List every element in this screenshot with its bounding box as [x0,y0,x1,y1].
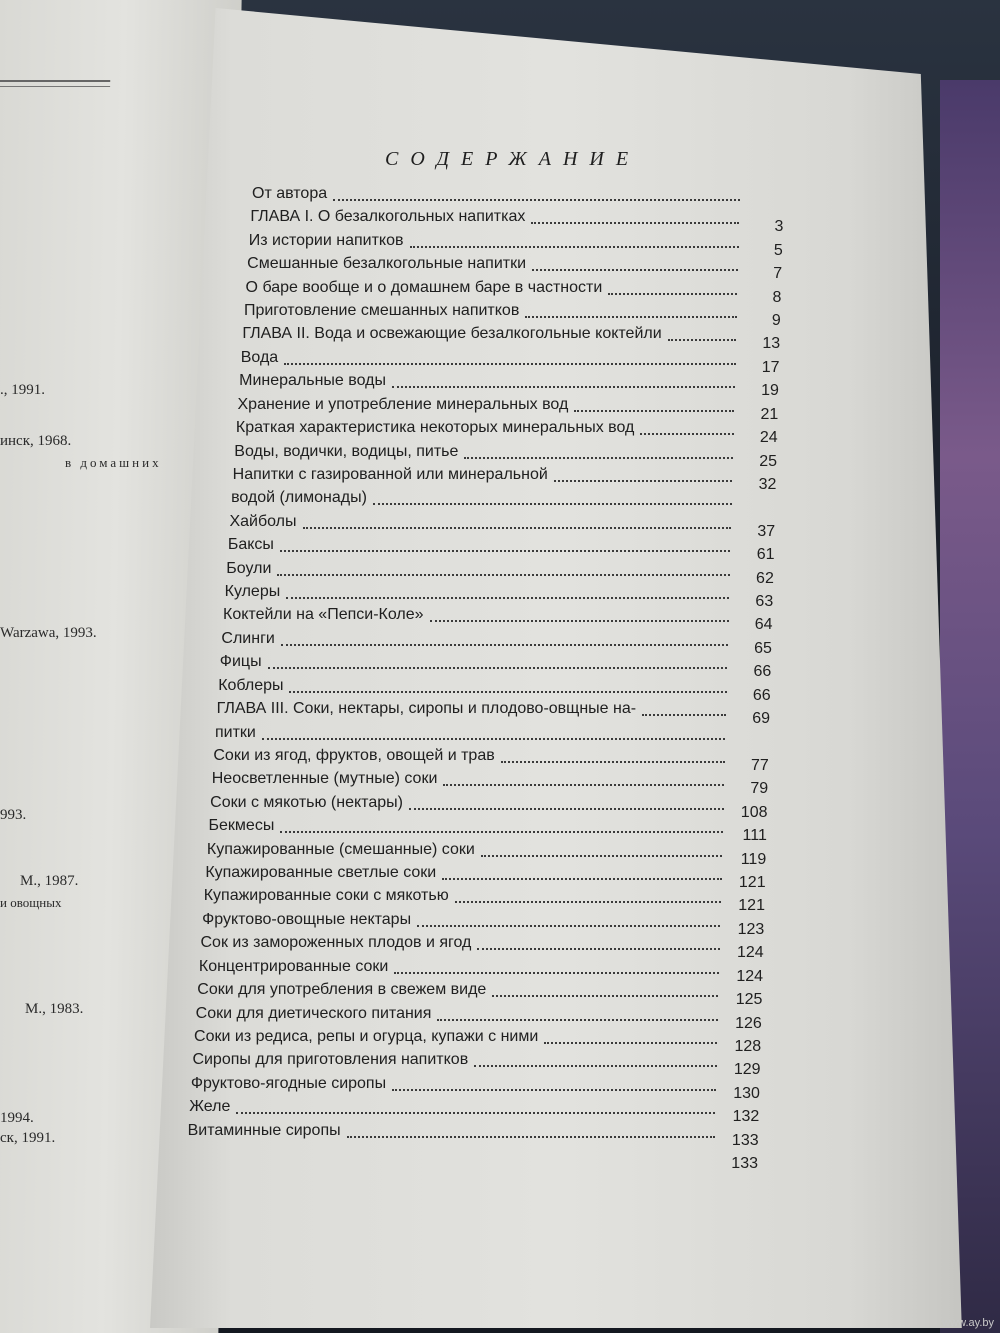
toc-page-number: 32 [758,475,777,493]
toc-entry-title: Соки из ягод, фруктов, овощей и трав [213,746,495,764]
toc-dot-leader [277,574,729,576]
toc-entry-title: ГЛАВА III. Соки, нектары, сиропы и плодово-овщные на- [216,700,637,718]
toc-entry-title: Фицы [219,653,262,671]
toc-entry [220,653,262,671]
toc-entry-title: Желе [189,1098,231,1116]
toc-entry-title: Соки из редиса, репы и огурца, купажи с ними [194,1027,539,1045]
toc-dot-leader [280,831,723,833]
toc-page-number: 119 [740,850,767,868]
toc-entry-title: Бекмесы [208,817,275,835]
toc-page-number: 17 [761,358,780,376]
toc-entry-title: Боули [226,559,272,577]
toc-entry [213,747,494,765]
toc-entry-title: Сок из замороженных плодов и ягод [200,934,472,952]
toc-page-number: 69 [752,710,771,728]
toc-entry-title: О баре вообще и о домашнем баре в частности [245,278,603,296]
left-page-fragment: и овощных [0,895,62,910]
toc-entry-title: Воды, водички, водицы, питье [234,442,459,460]
toc-page-number: 13 [762,335,781,353]
toc-page-number: 37 [757,522,776,540]
page-title: СОДЕРЖАНИЕ [385,148,641,170]
toc-page-number: 77 [750,756,769,774]
toc-dot-leader [268,667,728,669]
toc-page-number: 64 [754,616,773,634]
toc-entry [249,232,404,250]
toc-page-number: 5 [773,241,783,259]
toc-entry [228,536,274,554]
toc-entry [210,794,403,812]
left-page-fragment: М., 1983. [25,1001,84,1017]
toc-dot-leader [525,316,736,318]
toc-entry [191,1075,386,1093]
toc-page-number: 121 [738,897,765,915]
toc-entry-title: Слинги [221,629,275,647]
toc-dot-leader [464,457,733,459]
toc-page-number: 130 [733,1084,760,1102]
toc-page-number: 61 [756,546,775,564]
toc-page-number: 125 [735,991,763,1009]
toc-dot-leader [409,808,724,810]
toc-dot-leader [392,386,735,388]
toc-dot-leader [373,503,732,505]
toc-entry-title: Концентрированные соки [198,957,389,975]
toc-entry [202,911,411,929]
toc-entry-title: Витаминные сиропы [187,1121,341,1139]
toc-page-number: 66 [752,686,771,704]
toc-page-number: 63 [755,593,774,611]
left-page-fragment: Warzawa, 1993. [0,625,97,641]
toc-entry-title: Фруктово-овощные нектары [202,910,412,928]
toc-entry [250,208,525,226]
toc-entry [225,583,281,601]
toc-dot-leader [544,1042,717,1044]
toc-entry [197,981,486,999]
left-page-fragment: ск, 1991. [0,1130,56,1146]
toc-dot-leader [532,269,738,271]
toc-dot-leader [394,972,719,974]
toc-entry-title: Соки для употребления в свежем виде [197,981,487,999]
toc-entry-title: Неосветленные (мутные) соки [211,770,438,788]
toc-entry [226,560,271,578]
toc-dot-leader [417,925,720,927]
toc-entry [229,513,296,531]
toc-dot-leader [501,761,725,763]
toc-page-number: 24 [759,429,778,447]
toc-entry [200,934,471,952]
toc-dot-leader [668,339,737,341]
toc-dot-leader [481,855,722,857]
toc-entry-title: Соки для диетического питания [195,1004,432,1022]
toc-dot-leader [608,293,737,295]
left-page-fragment: 993. [0,807,27,823]
toc-entry-title: От автора [252,185,328,202]
toc-dot-leader [236,1112,715,1114]
toc-dot-leader [392,1089,716,1091]
toc-entry [194,1028,538,1046]
toc-page-number: 66 [753,663,772,681]
toc-dot-leader [442,878,721,880]
toc-entry-title: Купажированные соки с мякотью [203,887,449,905]
toc-entry-title: Минеральные воды [239,372,386,390]
toc-entry-title: Смешанные безалкогольные напитки [247,255,527,273]
toc-entry [244,302,519,320]
toc-page-number: 19 [761,382,779,400]
toc-page-number: 123 [737,920,765,938]
toc-dot-leader [347,1136,715,1138]
toc-dot-leader [474,1065,716,1067]
toc-dot-leader [642,714,726,716]
toc-page-number: 128 [734,1037,762,1055]
toc-page-number: 124 [736,967,764,985]
toc-dot-leader [280,550,731,552]
left-page-fragment: инск, 1968. [0,433,72,449]
toc-dot-leader [281,644,728,646]
toc-page-number: 132 [732,1108,760,1126]
toc-entry [236,419,634,437]
toc-dot-leader [430,620,729,622]
toc-entry [199,958,388,976]
toc-entry-title: питки [214,723,256,741]
toc-entry [207,841,475,859]
toc-page-number: 133 [731,1131,759,1149]
toc-entry-title: водой (лимонады) [231,489,367,507]
toc-page-number: 108 [740,803,768,821]
toc-page-number: 25 [759,452,778,470]
toc-entry-title: Баксы [227,536,274,554]
toc-dot-leader [492,995,718,997]
toc-entry [218,677,283,695]
toc-page-number: 21 [760,405,779,423]
toc-entry-title: Напитки с газированной или минеральной [232,465,548,483]
left-page-fragment: 1994. [0,1110,34,1126]
toc-entry [215,724,256,742]
toc-page-number: 3 [774,218,784,236]
toc-entry [234,443,458,461]
toc-dot-leader [303,527,732,529]
toc-entry-title: Вода [240,348,279,366]
toc-entry [231,489,367,507]
toc-entry [247,255,526,273]
toc-entry [196,1005,432,1023]
toc-entry [242,325,661,343]
toc-entry-title: Кулеры [224,583,281,601]
toc-dot-leader [289,691,726,693]
toc-entry-title: Сиропы для приготовления напитков [192,1051,469,1069]
toc-entry [221,630,274,648]
toc-entry [233,466,548,484]
toc-entry [209,817,275,835]
toc-entry-title: Соки с мякотью (нектары) [210,793,403,811]
toc-dot-leader [443,784,724,786]
toc-entry-title: Купажированные (смешанные) соки [206,840,475,858]
toc-dot-leader [333,199,740,201]
toc-page-number: 8 [772,288,782,306]
toc-entry [239,372,386,390]
toc-entry-title: Краткая характеристика некоторых минеральных вод [235,419,635,437]
toc-entry [204,887,449,905]
toc-entry [217,700,637,718]
toc-entry [192,1051,468,1069]
toc-dot-leader [531,222,739,224]
toc-page-number: 7 [773,265,783,283]
toc-entry [241,349,278,367]
toc-entry [246,279,603,297]
toc-entry-title: Коктейли на «Пепси-Коле» [223,606,424,624]
toc-entry [189,1098,230,1116]
toc-page-number: 121 [738,874,766,892]
toc-page-number: 65 [754,639,772,657]
toc-page-number: 111 [742,827,767,845]
toc-page-number: 133 [731,1155,758,1172]
toc-dot-leader [640,433,733,435]
toc-entry [252,185,327,203]
toc-entry [205,864,436,882]
toc-entry-title: Купажированные светлые соки [205,864,437,882]
toc-dot-leader [286,597,729,599]
toc-entry [212,770,438,788]
toc-dot-leader [262,738,726,740]
toc-page-number: 126 [735,1014,762,1032]
toc-dot-leader [455,901,721,903]
toc-dot-leader [410,246,739,248]
toc-dot-leader [284,363,735,365]
toc-page-number: 129 [733,1061,761,1079]
toc-entry-title: Хранение и употребление минеральных вод [237,395,569,413]
toc-entry-title: Из истории напитков [248,231,404,249]
toc-dot-leader [437,1019,717,1021]
toc-entry-title: Фруктово-ягодные сиропы [190,1074,387,1092]
toc-page-number: 79 [750,780,769,798]
toc-entry-title: ГЛАВА I. О безалкогольных напитках [250,208,526,226]
toc-page-number: 62 [756,569,774,587]
toc-page-number: 124 [737,944,764,962]
toc-entry-title: ГЛАВА II. Вода и освежающие безалкогольные коктейли [242,325,662,343]
toc-entry-title: Приготовление смешанных напитков [243,302,520,320]
left-page-fragment: ., 1991. [0,382,45,398]
left-page-fragment: в домашних [65,455,162,470]
toc-entry-title: Коблеры [218,676,284,694]
toc-page-number: 9 [771,312,781,330]
left-page-fragment: М., 1987. [20,873,79,889]
toc-entry [188,1122,341,1140]
toc-dot-leader [554,480,733,482]
watermark: www.ay.by [942,1317,994,1329]
left-page-rule [0,80,110,82]
toc-entry [223,606,424,624]
toc-entry-title: Хайболы [229,512,297,530]
left-page-rule-secondary [0,86,110,87]
toc-dot-leader [477,948,719,950]
toc-entry [238,396,569,414]
toc-dot-leader [574,410,734,412]
